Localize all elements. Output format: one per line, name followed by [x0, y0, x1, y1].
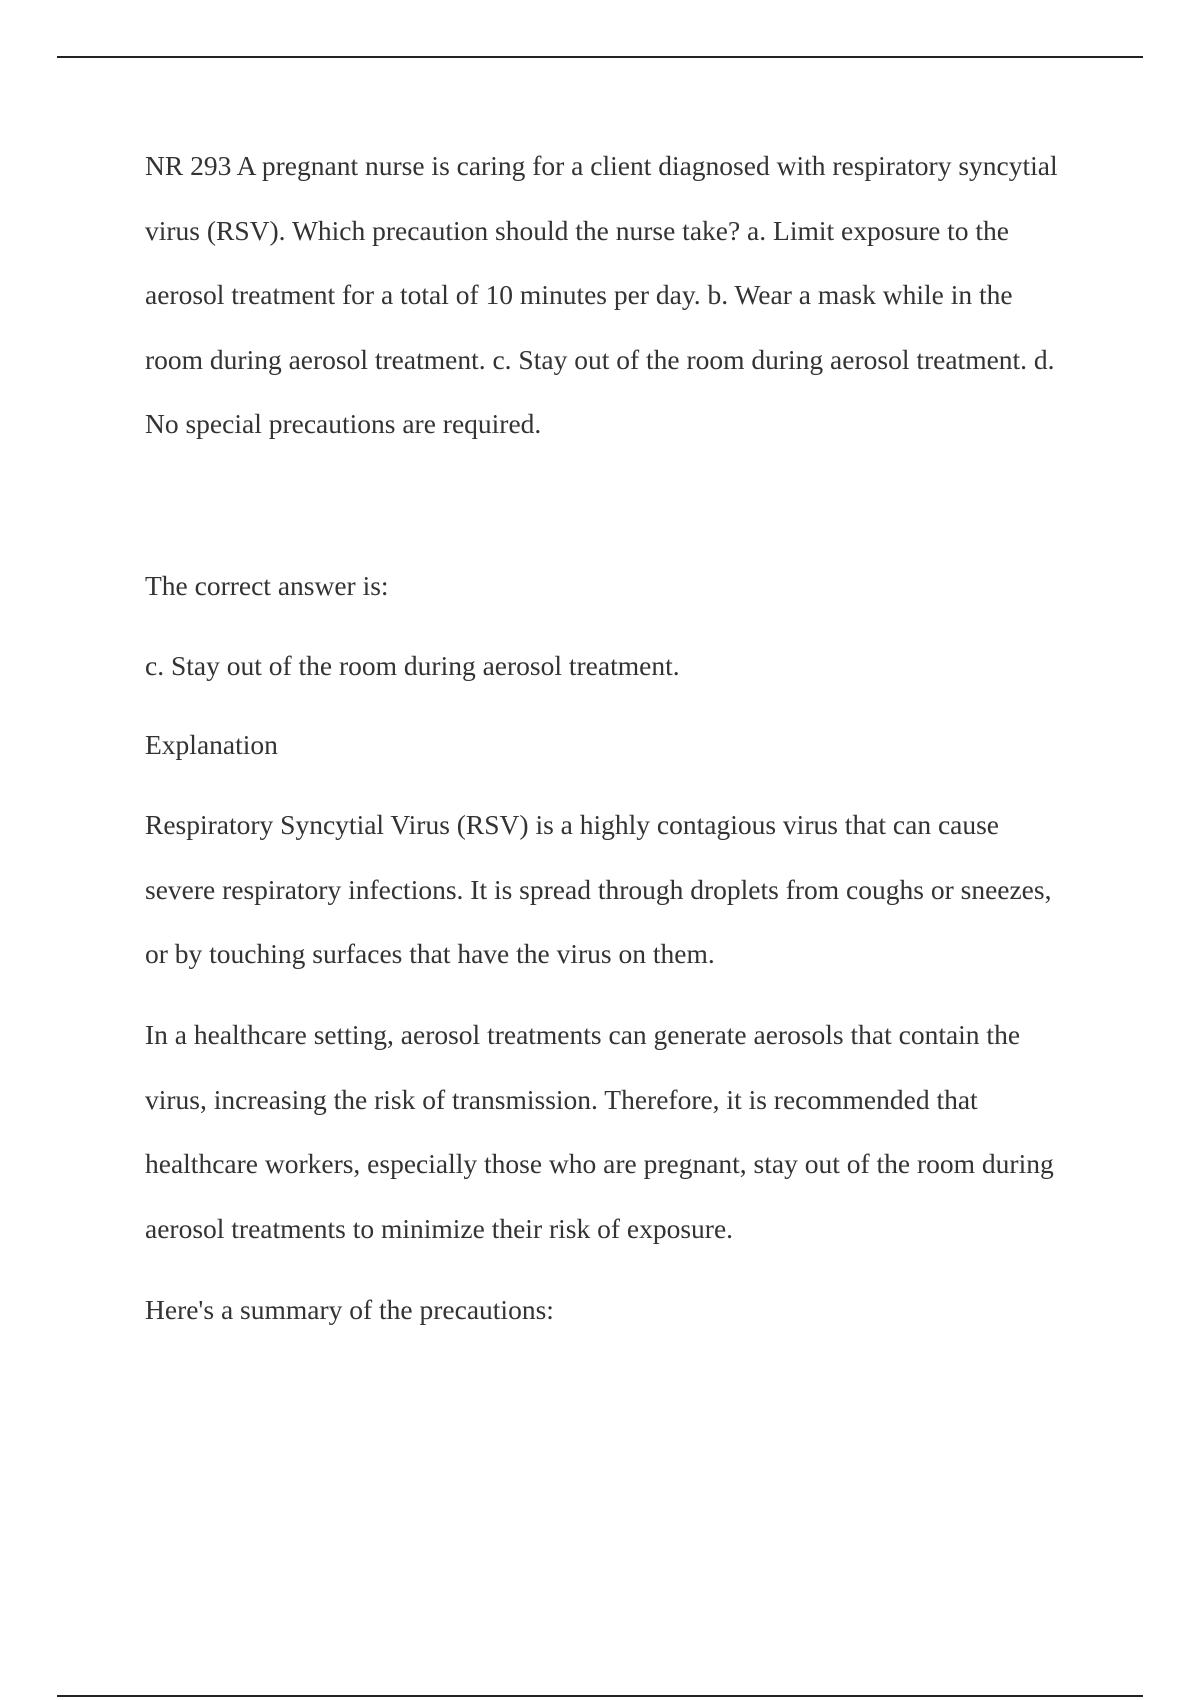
explanation-heading: Explanation	[145, 729, 278, 760]
bottom-divider	[57, 1695, 1143, 1697]
explanation-paragraph-1: Respiratory Syncytial Virus (RSV) is a highly contagious virus that can cause severe respiratory infections. It is spread through droplets from coughs or sneezes, or by touching surfaces that have the virus on them.	[145, 809, 1052, 969]
summary-intro: Here's a summary of the precautions:	[145, 1294, 554, 1325]
explanation-paragraph-2: In a healthcare setting, aerosol treatments can generate aerosols that contain the virus, increasing the risk of transmission. Therefore, it is recommended that healthcare workers, especially those who are pregnant, stay out of the room during aerosol treatments to minimize their risk of exposure.	[145, 1019, 1054, 1244]
top-divider	[57, 56, 1143, 58]
answer-intro: The correct answer is:	[145, 570, 389, 601]
correct-answer: c. Stay out of the room during aerosol treatment.	[145, 650, 680, 681]
question-text: NR 293 A pregnant nurse is caring for a client diagnosed with respiratory syncytial virus (RSV). Which precaution should the nurse take? a. Limit exposure to the aerosol treatment for a total of 10 minutes per day. b. Wear a mask while in the room during aerosol treatment. c. Stay out of the room during aerosol treatment. d. No special precautions are required.	[145, 150, 1058, 439]
